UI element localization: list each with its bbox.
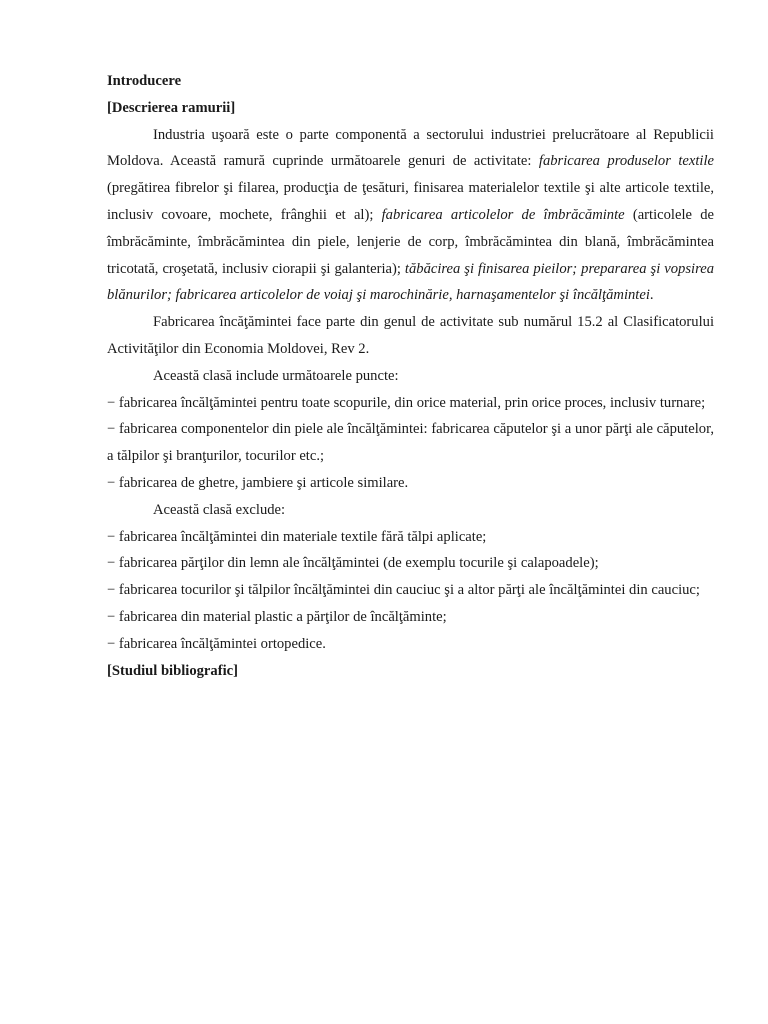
list-item: − fabricarea încălţămintei din materiale textile fără tălpi aplicate; bbox=[107, 528, 487, 545]
list-item: − fabricarea componentelor din piele ale încălţămintei: fabricarea căputelor şi a unor părţi ale căputelor, a tălpilor şi branţurilor, tocurilor etc.; bbox=[107, 421, 714, 465]
paragraph-text: (pregătirea fibrelor şi filarea, producţia de ţesături, finisarea materialelor textile şi alte articole textile, inclusiv covoare, mochete, frânghii et al); bbox=[107, 180, 714, 223]
heading-introduction: Introducere bbox=[107, 73, 182, 89]
list-item: − fabricarea încălţămintei pentru toate scopurile, din orice material, prin orice proces, inclusiv turnare; bbox=[107, 394, 706, 411]
paragraph-classification: Fabricarea încăţămintei face parte din genul de activitate sub numărul 15.2 al Clasificatorului Activităţilor din Economia Moldovei, Rev 2. bbox=[107, 314, 714, 357]
list-item: − fabricarea tocurilor şi tălpilor încălţămintei din cauciuc şi a altor părţi ale încălţămintei din cauciuc; bbox=[107, 582, 700, 599]
italic-activity-clothing: fabricarea articolelor de îmbrăcăminte bbox=[381, 206, 625, 223]
paragraph-text: Industria uşoară este o parte componentă a sectorului industriei prelucrătoare al Republicii Moldova. Această ramură cuprinde următoarele genuri de activitate: bbox=[107, 126, 714, 170]
paragraph-text: (articolele de îmbrăcăminte, îmbrăcămintea din piele, lenjerie de corp, îmbrăcămintea din blană, îmbrăcămintea tricotată, croşetată, inclusiv ciorapii şi galanteria); bbox=[107, 206, 714, 277]
list-item: − fabricarea încălţămintei ortopedice. bbox=[107, 635, 326, 652]
italic-activity-textiles: fabricarea produselor textile bbox=[538, 153, 714, 170]
includes-intro: Această clasă include următoarele puncte: bbox=[153, 367, 399, 384]
paragraph-industry-overview bbox=[107, 122, 714, 310]
heading-branch-description: [Descrierea ramurii] bbox=[107, 99, 236, 116]
list-item: − fabricarea din material plastic a părţilor de încălţăminte; bbox=[107, 608, 447, 625]
document-page bbox=[107, 68, 714, 684]
paragraph-text: . bbox=[649, 287, 654, 304]
italic-activity-leather: tăbăcirea şi finisarea pieilor; prepararea şi vopsirea blănurilor; fabricarea articolelor de voiaj şi marochinărie, harnaşamentelor şi încălţămintei bbox=[107, 260, 715, 304]
list-item: − fabricarea de ghetre, jambiere şi articole similare. bbox=[107, 474, 409, 491]
excludes-intro: Această clasă exclude: bbox=[153, 501, 286, 518]
list-item: − fabricarea părţilor din lemn ale încălţămintei (de exemplu tocurile şi calapoadele); bbox=[107, 555, 599, 572]
heading-bibliographic-study: [Studiul bibliografic] bbox=[107, 662, 238, 679]
